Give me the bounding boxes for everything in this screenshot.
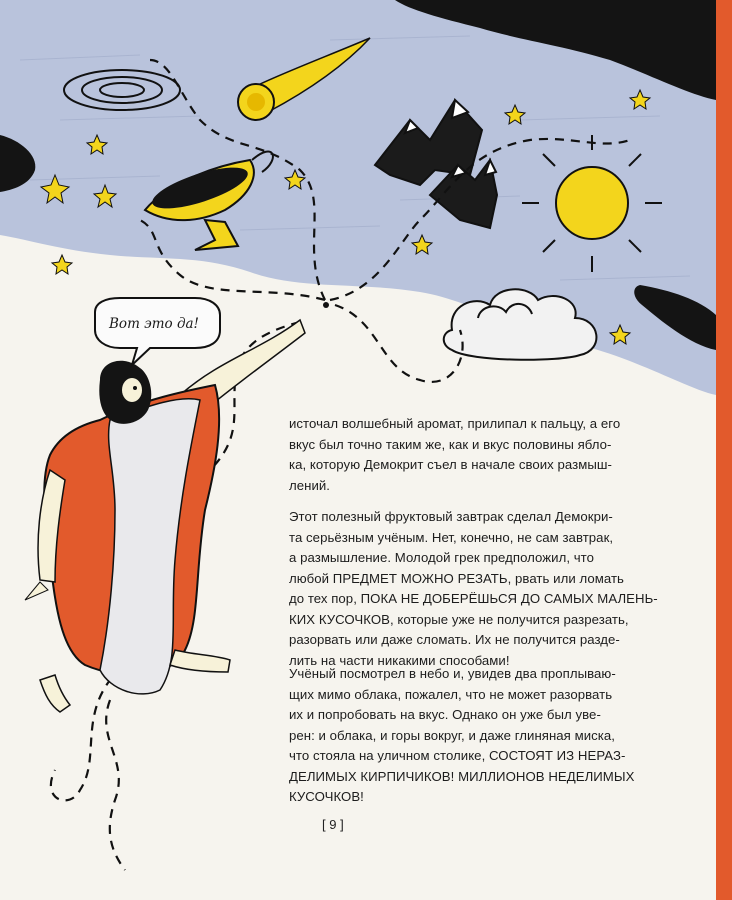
orange-edge — [716, 0, 732, 900]
paragraph-3: Учёный посмотрел в небо и, увидев два проплываю- щих мимо облака, пожалел, что не может разорвать их и попробовать на вкус. Однако он уже был уве- рен: и облака, и горы вокруг, и даже глиняная миска, что стояла на уличном столике, СОСТОЯТ ИЗ НЕРАЗ- ДЕЛИМЫХ КИРПИЧИКОВ! МИЛЛИОНОВ НЕДЕЛИМЫХ КУСОЧКОВ! — [289, 666, 635, 804]
paragraph-2: Этот полезный фруктовый завтрак сделал Демокри- та серьёзным учёным. Нет, конечно, не сам завтрак, а размышление. Молодой грек предположил, что любой ПРЕДМЕТ МОЖНО РЕЗАТЬ, рвать или ломать до тех пор, ПОКА НЕ ДОБЕРЁШЬСЯ ДО САМЫХ МАЛЕНЬ- КИХ КУСОЧКОВ, которые уже не получится разрезать, разорвать или даже сломать. Их не получится разде- лить на части никакими способами! — [289, 509, 658, 668]
target-dot — [323, 302, 329, 308]
democritus-figure — [25, 320, 305, 712]
paragraph-1: источал волшебный аромат, прилипал к пальцу, а его вкус был точно таким же, как и вкус половины ябло- ка, которую Демокрит съел в начале своих размыш- лений. — [289, 416, 621, 493]
page-number: [ 9 ] — [322, 817, 344, 832]
speech-bubble-text: Вот это да! — [109, 316, 199, 332]
